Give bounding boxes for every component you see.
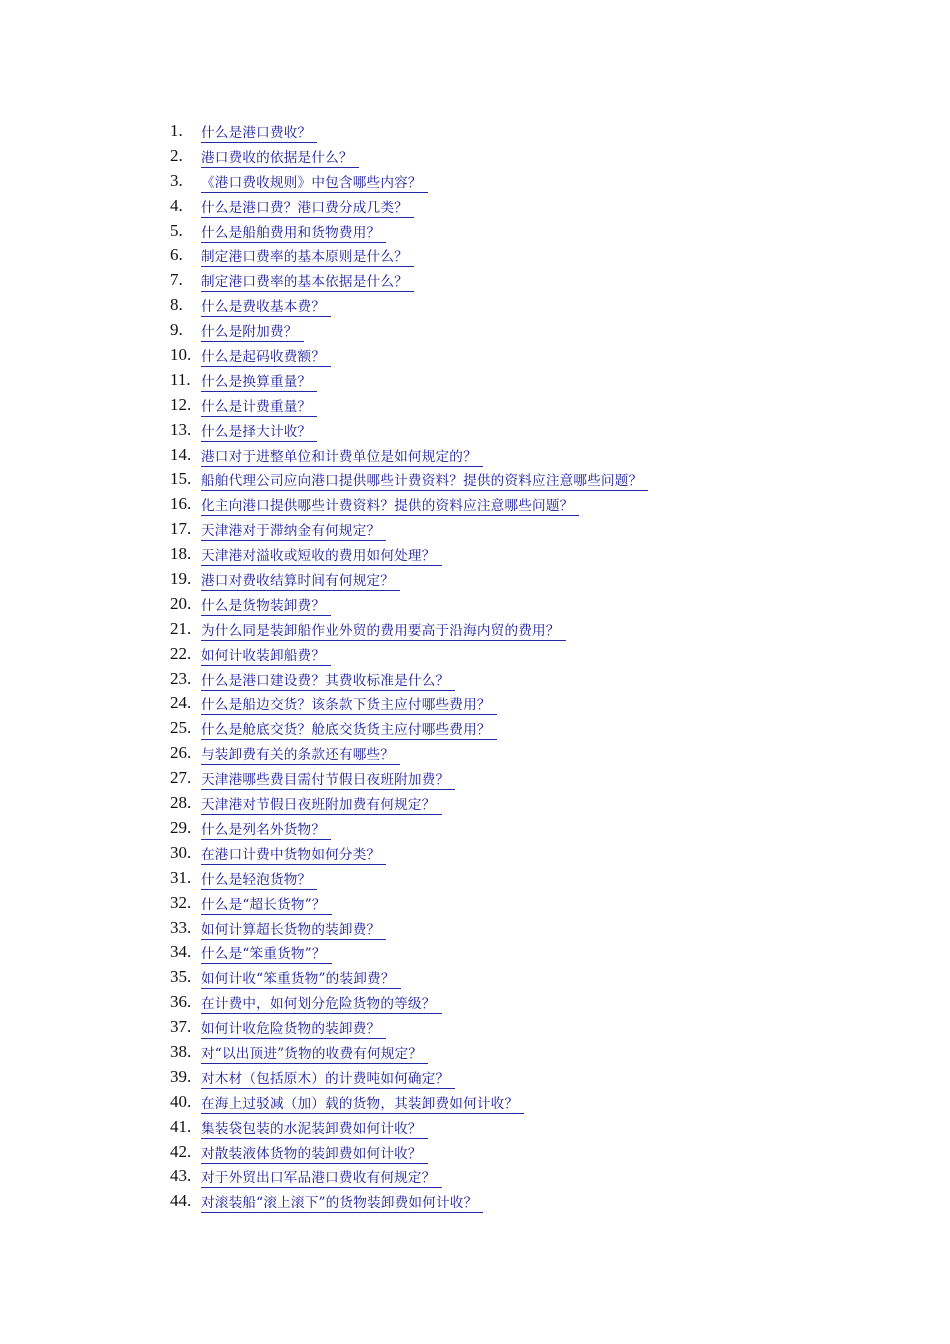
list-item (170, 569, 870, 594)
question-link[interactable]: 什么是择大计收？ (201, 424, 317, 442)
question-link[interactable]: 什么是附加费？ (201, 324, 304, 342)
item-number: 18. (170, 544, 192, 564)
item-number: 6. (170, 245, 183, 265)
item-number: 12. (170, 394, 192, 414)
item-number: 11. (170, 369, 191, 389)
list-item (170, 544, 870, 569)
item-number: 19. (170, 569, 192, 589)
list-item (170, 121, 870, 146)
list-item (170, 196, 870, 221)
question-link[interactable]: 船舶代理公司应向港口提供哪些计费资料？提供的资料应注意哪些问题？ (201, 473, 648, 491)
item-number: 26. (170, 743, 192, 763)
question-link[interactable]: 为什么同是装卸船作业外贸的费用要高于沿海内贸的费用？ (201, 623, 566, 641)
item-number: 9. (170, 320, 183, 340)
item-number: 17. (170, 519, 192, 539)
question-link[interactable]: 化主向港口提供哪些计费资料？提供的资料应注意哪些问题？ (201, 498, 579, 516)
question-link[interactable]: 什么是“笨重货物”？ (201, 946, 332, 964)
question-link[interactable]: 如何计算超长货物的装卸费？ (201, 922, 386, 940)
list-item (170, 1042, 870, 1067)
item-number: 37. (170, 1017, 192, 1037)
list-item (170, 519, 870, 544)
question-link[interactable]: 天津港对溢收或短收的费用如何处理？ (201, 548, 442, 566)
question-link[interactable]: 对滚装船“滚上滚下”的货物装卸费如何计收？ (201, 1195, 483, 1213)
item-number: 24. (170, 693, 192, 713)
list-item (170, 295, 870, 320)
list-item (170, 1142, 870, 1167)
question-link[interactable]: 在港口计费中货物如何分类？ (201, 847, 386, 865)
item-number: 32. (170, 892, 192, 912)
question-link[interactable]: 什么是费收基本费？ (201, 299, 331, 317)
item-number: 13. (170, 419, 192, 439)
item-number: 22. (170, 643, 192, 663)
question-link[interactable]: 什么是“超长货物”？ (201, 897, 332, 915)
item-number: 20. (170, 593, 192, 613)
question-link[interactable]: 什么是港口费？港口费分成几类？ (201, 200, 414, 218)
item-number: 36. (170, 992, 192, 1012)
question-link[interactable]: 什么是起码收费额？ (201, 349, 331, 367)
list-item (170, 1191, 870, 1216)
list-item (170, 370, 870, 395)
question-link[interactable]: 什么是船舶费用和货物费用？ (201, 225, 386, 243)
question-link[interactable]: 集装袋包装的水泥装卸费如何计收？ (201, 1121, 428, 1139)
question-link[interactable]: 对散装液体货物的装卸费如何计收？ (201, 1146, 428, 1164)
question-link[interactable]: 在计费中，如何划分危险货物的等级？ (201, 996, 442, 1014)
question-link[interactable]: 什么是换算重量？ (201, 374, 317, 392)
item-number: 30. (170, 842, 192, 862)
question-link[interactable]: 如何计收装卸船费？ (201, 648, 331, 666)
question-link[interactable]: 什么是船边交货？该条款下货主应付哪些费用？ (201, 697, 497, 715)
question-link[interactable]: 对木材（包括原木）的计费吨如何确定？ (201, 1071, 455, 1089)
list-item (170, 743, 870, 768)
list-item (170, 345, 870, 370)
question-link[interactable]: 什么是货物装卸费？ (201, 598, 331, 616)
list-item (170, 992, 870, 1017)
question-link[interactable]: 与装卸费有关的条款还有哪些？ (201, 747, 400, 765)
item-number: 31. (170, 867, 192, 887)
list-item (170, 221, 870, 246)
list-item (170, 693, 870, 718)
question-link[interactable]: 制定港口费率的基本依据是什么？ (201, 274, 414, 292)
question-link[interactable]: 什么是港口建设费？其费收标准是什么？ (201, 673, 455, 691)
item-number: 28. (170, 793, 192, 813)
item-number: 2. (170, 145, 183, 165)
item-number: 23. (170, 668, 192, 688)
item-number: 43. (170, 1166, 192, 1186)
item-number: 34. (170, 942, 192, 962)
list-item (170, 644, 870, 669)
list-item (170, 445, 870, 470)
item-number: 16. (170, 494, 192, 514)
item-number: 7. (170, 270, 183, 290)
list-item (170, 1117, 870, 1142)
item-number: 4. (170, 195, 183, 215)
item-number: 1. (170, 121, 183, 140)
item-number: 21. (170, 618, 192, 638)
list-item (170, 843, 870, 868)
list-item (170, 146, 870, 171)
list-item (170, 918, 870, 943)
question-link[interactable]: 港口对于进整单位和计费单位是如何规定的？ (201, 449, 483, 467)
list-item (170, 793, 870, 818)
item-number: 27. (170, 768, 192, 788)
question-link[interactable]: 什么是计费重量？ (201, 399, 317, 417)
list-item (170, 245, 870, 270)
question-link[interactable]: 《港口费收规则》中包含哪些内容？ (201, 175, 428, 193)
list-item (170, 469, 870, 494)
item-number: 38. (170, 1041, 192, 1061)
item-number: 44. (170, 1191, 192, 1211)
question-link[interactable]: 港口对费收结算时间有何规定？ (201, 573, 400, 591)
item-number: 40. (170, 1091, 192, 1111)
list-item (170, 619, 870, 644)
item-number: 33. (170, 917, 192, 937)
list-item (170, 868, 870, 893)
list-item (170, 171, 870, 196)
item-number: 3. (170, 170, 183, 190)
list-item (170, 1166, 870, 1191)
question-link[interactable]: 什么是列名外货物？ (201, 822, 331, 840)
list-item (170, 594, 870, 619)
item-number: 10. (170, 345, 192, 365)
list-item (170, 669, 870, 694)
item-number: 25. (170, 718, 192, 738)
question-link[interactable]: 什么是轻泡货物？ (201, 872, 317, 890)
question-link[interactable]: 天津港对节假日夜班附加费有何规定？ (201, 797, 442, 815)
question-link[interactable]: 在海上过驳减（加）载的货物，其装卸费如何计收？ (201, 1096, 524, 1114)
list-item (170, 818, 870, 843)
list-item (170, 718, 870, 743)
question-link[interactable]: 什么是港口费收？ (201, 125, 317, 143)
list-item (170, 768, 870, 793)
list-item (170, 270, 870, 295)
question-link[interactable]: 制定港口费率的基本原则是什么？ (201, 249, 414, 267)
list-item (170, 1067, 870, 1092)
question-link[interactable]: 对“以出顶进”货物的收费有何规定？ (201, 1046, 428, 1064)
question-list (170, 121, 870, 1216)
item-number: 41. (170, 1116, 192, 1136)
list-item (170, 1092, 870, 1117)
list-item (170, 395, 870, 420)
question-link[interactable]: 天津港对于滞纳金有何规定？ (201, 523, 386, 541)
question-link[interactable]: 对于外贸出口军品港口费收有何规定？ (201, 1170, 442, 1188)
question-link[interactable]: 如何计收危险货物的装卸费？ (201, 1021, 386, 1039)
question-link[interactable]: 天津港哪些费目需付节假日夜班附加费？ (201, 772, 455, 790)
list-item (170, 967, 870, 992)
item-number: 14. (170, 444, 192, 464)
list-item (170, 420, 870, 445)
item-number: 35. (170, 967, 192, 987)
item-number: 15. (170, 469, 192, 489)
item-number: 39. (170, 1066, 192, 1086)
list-item (170, 1017, 870, 1042)
list-item (170, 320, 870, 345)
question-link[interactable]: 港口费收的依据是什么？ (201, 150, 359, 168)
question-link[interactable]: 如何计收“笨重货物”的装卸费？ (201, 971, 401, 989)
item-number: 5. (170, 220, 183, 240)
list-item (170, 942, 870, 967)
list-item (170, 893, 870, 918)
item-number: 8. (170, 295, 183, 315)
list-item (170, 494, 870, 519)
item-number: 42. (170, 1141, 192, 1161)
question-link[interactable]: 什么是舱底交货？舱底交货货主应付哪些费用？ (201, 722, 497, 740)
item-number: 29. (170, 817, 192, 837)
